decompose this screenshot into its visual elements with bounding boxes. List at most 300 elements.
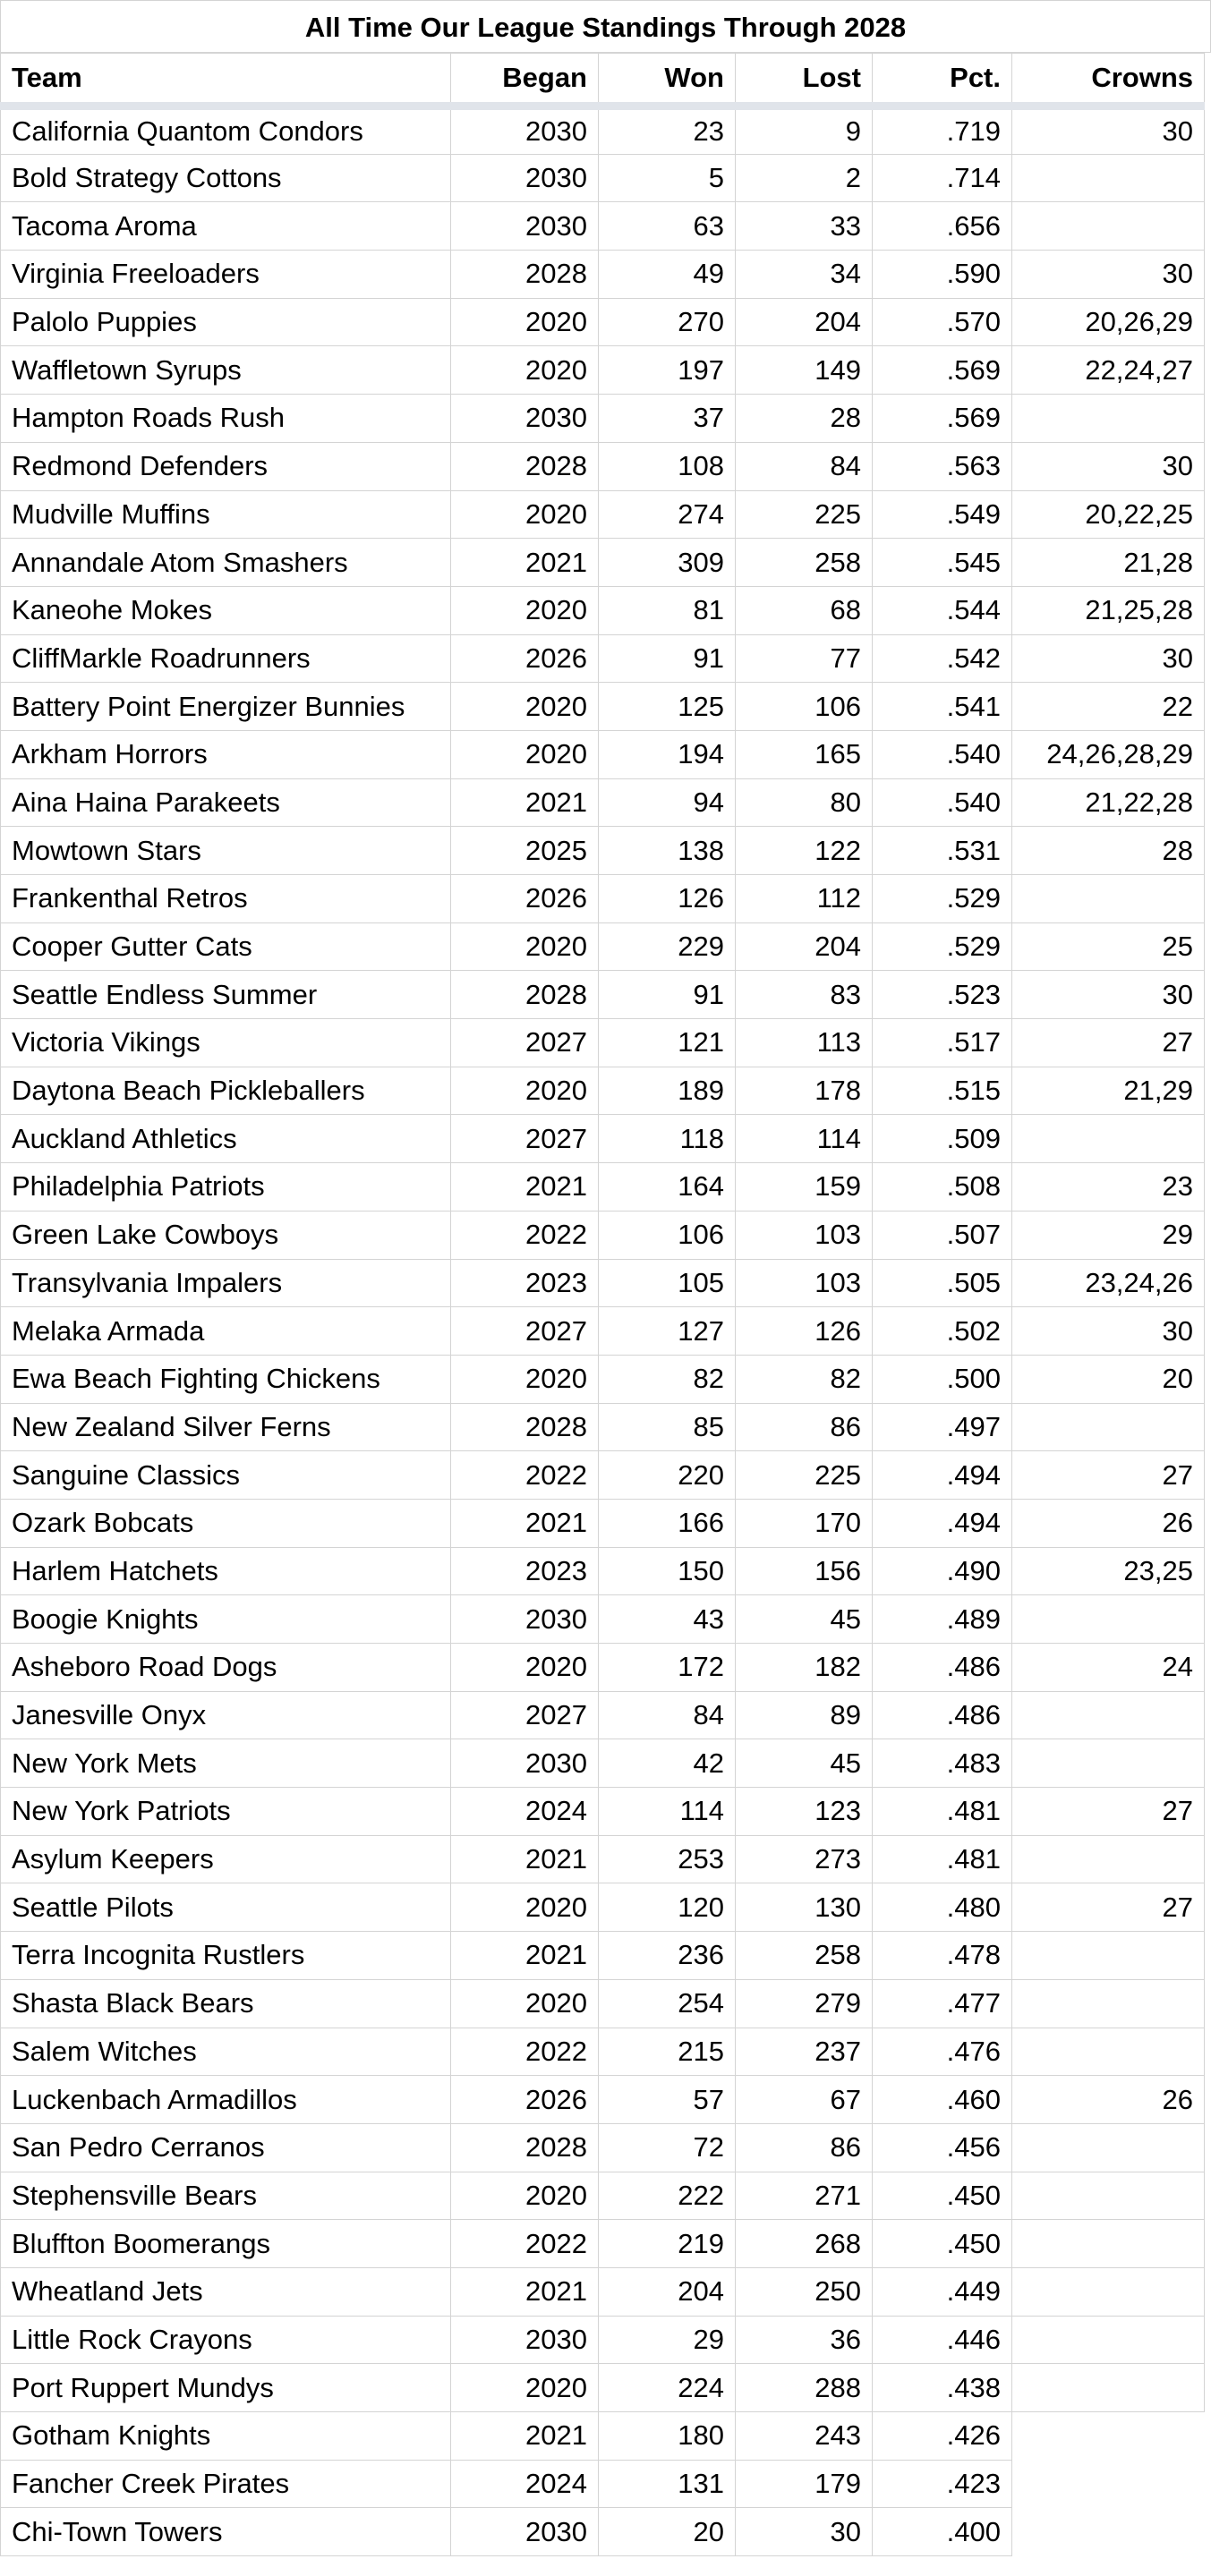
team-cell: Fancher Creek Pirates (1, 2460, 451, 2508)
team-cell: Boogie Knights (1, 1595, 451, 1644)
team-cell: Asylum Keepers (1, 1835, 451, 1883)
won-cell: 172 (599, 1644, 736, 1692)
crowns-cell (1012, 1835, 1205, 1883)
lost-cell: 86 (736, 2123, 873, 2172)
began-cell: 2021 (451, 778, 599, 827)
lost-cell: 89 (736, 1691, 873, 1739)
lost-cell: 165 (736, 730, 873, 778)
lost-cell: 126 (736, 1307, 873, 1356)
began-cell: 2028 (451, 2123, 599, 2172)
table-row (1, 875, 1205, 923)
crowns-cell: 21,25,28 (1012, 586, 1205, 634)
won-cell: 85 (599, 1403, 736, 1451)
team-cell: Redmond Defenders (1, 442, 451, 490)
table-row (1, 2508, 1205, 2556)
table-row (1, 730, 1205, 778)
began-cell: 2021 (451, 539, 599, 587)
lost-cell: 225 (736, 1451, 873, 1500)
crowns-cell: 27 (1012, 1883, 1205, 1932)
pct-cell: .494 (873, 1451, 1012, 1500)
began-cell: 2020 (451, 1644, 599, 1692)
won-cell: 224 (599, 2364, 736, 2412)
began-cell: 2028 (451, 1403, 599, 1451)
team-cell: Kaneohe Mokes (1, 586, 451, 634)
lost-cell: 122 (736, 827, 873, 875)
won-cell: 114 (599, 1788, 736, 1836)
lost-cell: 204 (736, 298, 873, 346)
table-row (1, 1499, 1205, 1547)
lost-cell: 179 (736, 2460, 873, 2508)
team-cell: Arkham Horrors (1, 730, 451, 778)
team-cell: New York Patriots (1, 1788, 451, 1836)
lost-cell: 258 (736, 539, 873, 587)
table-row (1, 634, 1205, 683)
lost-cell: 250 (736, 2267, 873, 2316)
began-cell: 2020 (451, 730, 599, 778)
won-cell: 166 (599, 1499, 736, 1547)
crowns-cell (1012, 2172, 1205, 2220)
pct-cell: .719 (873, 106, 1012, 155)
crowns-cell: 22,24,27 (1012, 346, 1205, 395)
won-cell: 309 (599, 539, 736, 587)
team-cell: Aina Haina Parakeets (1, 778, 451, 827)
crowns-cell: 20,26,29 (1012, 298, 1205, 346)
header-row (1, 54, 1205, 106)
crowns-cell: 29 (1012, 1211, 1205, 1259)
table-row (1, 1788, 1205, 1836)
began-cell: 2023 (451, 1259, 599, 1307)
pct-cell: .450 (873, 2172, 1012, 2220)
team-cell: Port Ruppert Mundys (1, 2364, 451, 2412)
pct-cell: .545 (873, 539, 1012, 587)
pct-cell: .549 (873, 490, 1012, 539)
began-cell: 2020 (451, 586, 599, 634)
began-cell: 2027 (451, 1307, 599, 1356)
crowns-cell (1012, 1979, 1205, 2028)
team-cell: Salem Witches (1, 2028, 451, 2076)
team-cell: Sanguine Classics (1, 1451, 451, 1500)
pct-cell: .507 (873, 1211, 1012, 1259)
won-cell: 127 (599, 1307, 736, 1356)
lost-cell: 170 (736, 1499, 873, 1547)
won-cell: 121 (599, 1019, 736, 1067)
team-cell: CliffMarkle Roadrunners (1, 634, 451, 683)
table-row (1, 106, 1205, 155)
team-cell: Tacoma Aroma (1, 202, 451, 251)
lost-cell: 182 (736, 1644, 873, 1692)
table-row (1, 1307, 1205, 1356)
began-cell: 2020 (451, 1979, 599, 2028)
crowns-cell: 25 (1012, 922, 1205, 971)
lost-cell: 84 (736, 442, 873, 490)
table-row (1, 1211, 1205, 1259)
won-cell: 254 (599, 1979, 736, 2028)
won-cell: 125 (599, 683, 736, 731)
lost-cell: 77 (736, 634, 873, 683)
won-cell: 72 (599, 2123, 736, 2172)
pct-cell: .483 (873, 1739, 1012, 1788)
crowns-cell: 23,24,26 (1012, 1259, 1205, 1307)
began-cell: 2027 (451, 1115, 599, 1163)
began-cell: 2030 (451, 1595, 599, 1644)
began-cell: 2027 (451, 1691, 599, 1739)
crowns-cell (1012, 2123, 1205, 2172)
crowns-cell: 26 (1012, 1499, 1205, 1547)
table-row (1, 1115, 1205, 1163)
crowns-cell: 23,25 (1012, 1547, 1205, 1595)
pct-cell: .490 (873, 1547, 1012, 1595)
crowns-cell (1012, 2316, 1205, 2364)
team-cell: San Pedro Cerranos (1, 2123, 451, 2172)
won-cell: 57 (599, 2076, 736, 2124)
won-cell: 84 (599, 1691, 736, 1739)
began-cell: 2020 (451, 922, 599, 971)
team-cell: Waffletown Syrups (1, 346, 451, 395)
won-cell: 131 (599, 2460, 736, 2508)
lost-cell: 258 (736, 1932, 873, 1980)
table-row (1, 154, 1205, 202)
team-cell: Bluffton Boomerangs (1, 2220, 451, 2268)
began-cell: 2020 (451, 298, 599, 346)
crowns-cell (1012, 202, 1205, 251)
table-row (1, 490, 1205, 539)
lost-cell: 28 (736, 395, 873, 443)
won-cell: 164 (599, 1163, 736, 1211)
standings-table (0, 53, 1205, 2556)
team-cell: Daytona Beach Pickleballers (1, 1067, 451, 1115)
won-cell: 222 (599, 2172, 736, 2220)
won-cell: 82 (599, 1355, 736, 1403)
won-cell: 5 (599, 154, 736, 202)
team-cell: Gotham Knights (1, 2412, 451, 2461)
began-cell: 2026 (451, 2076, 599, 2124)
lost-cell: 156 (736, 1547, 873, 1595)
lost-cell: 112 (736, 875, 873, 923)
won-cell: 194 (599, 730, 736, 778)
began-cell: 2024 (451, 2460, 599, 2508)
lost-cell: 80 (736, 778, 873, 827)
won-cell: 220 (599, 1451, 736, 1500)
table-row (1, 1163, 1205, 1211)
lost-cell: 86 (736, 1403, 873, 1451)
team-cell: Wheatland Jets (1, 2267, 451, 2316)
pct-cell: .590 (873, 251, 1012, 299)
table-row (1, 1644, 1205, 1692)
table-row (1, 539, 1205, 587)
lost-cell: 68 (736, 586, 873, 634)
began-cell: 2022 (451, 1451, 599, 1500)
pct-cell: .541 (873, 683, 1012, 731)
lost-cell: 178 (736, 1067, 873, 1115)
table-row (1, 1547, 1205, 1595)
crowns-cell: 30 (1012, 634, 1205, 683)
team-cell: Janesville Onyx (1, 1691, 451, 1739)
pct-cell: .714 (873, 154, 1012, 202)
won-cell: 106 (599, 1211, 736, 1259)
pct-cell: .480 (873, 1883, 1012, 1932)
table-row (1, 1355, 1205, 1403)
began-cell: 2030 (451, 154, 599, 202)
pct-cell: .570 (873, 298, 1012, 346)
lost-cell: 33 (736, 202, 873, 251)
crowns-cell: 21,29 (1012, 1067, 1205, 1115)
table-row (1, 1019, 1205, 1067)
pct-cell: .486 (873, 1691, 1012, 1739)
began-cell: 2022 (451, 2220, 599, 2268)
won-cell: 236 (599, 1932, 736, 1980)
won-cell: 105 (599, 1259, 736, 1307)
crowns-cell: 27 (1012, 1019, 1205, 1067)
began-cell: 2020 (451, 1883, 599, 1932)
table-row (1, 683, 1205, 731)
team-cell: Green Lake Cowboys (1, 1211, 451, 1259)
won-cell: 204 (599, 2267, 736, 2316)
won-cell: 43 (599, 1595, 736, 1644)
won-cell: 138 (599, 827, 736, 875)
table-row (1, 2364, 1205, 2412)
lost-cell: 82 (736, 1355, 873, 1403)
team-cell: Asheboro Road Dogs (1, 1644, 451, 1692)
lost-cell: 123 (736, 1788, 873, 1836)
pct-cell: .569 (873, 395, 1012, 443)
crowns-cell: 20,22,25 (1012, 490, 1205, 539)
began-cell: 2022 (451, 2028, 599, 2076)
team-cell: Philadelphia Patriots (1, 1163, 451, 1211)
lost-cell: 204 (736, 922, 873, 971)
crowns-cell (1012, 1932, 1205, 1980)
table-row (1, 1067, 1205, 1115)
crowns-cell: 21,28 (1012, 539, 1205, 587)
table-row (1, 1691, 1205, 1739)
won-cell: 253 (599, 1835, 736, 1883)
crowns-cell: 30 (1012, 1307, 1205, 1356)
column-header-won: Won (599, 54, 736, 106)
crowns-cell: 24,26,28,29 (1012, 730, 1205, 778)
crowns-cell: 20 (1012, 1355, 1205, 1403)
lost-cell: 279 (736, 1979, 873, 2028)
column-header-team: Team (1, 54, 451, 106)
pct-cell: .497 (873, 1403, 1012, 1451)
crowns-cell (1012, 154, 1205, 202)
team-cell: Seattle Pilots (1, 1883, 451, 1932)
pct-cell: .502 (873, 1307, 1012, 1356)
lost-cell: 113 (736, 1019, 873, 1067)
pct-cell: .540 (873, 778, 1012, 827)
began-cell: 2021 (451, 1932, 599, 1980)
crowns-cell (1012, 1691, 1205, 1739)
table-row (1, 778, 1205, 827)
table-row (1, 202, 1205, 251)
team-cell: Virginia Freeloaders (1, 251, 451, 299)
table-row (1, 2028, 1205, 2076)
table-row (1, 1259, 1205, 1307)
table-row (1, 2123, 1205, 2172)
lost-cell: 268 (736, 2220, 873, 2268)
pct-cell: .477 (873, 1979, 1012, 2028)
began-cell: 2020 (451, 1355, 599, 1403)
pct-cell: .505 (873, 1259, 1012, 1307)
began-cell: 2022 (451, 1211, 599, 1259)
began-cell: 2021 (451, 2412, 599, 2461)
table-row (1, 298, 1205, 346)
won-cell: 120 (599, 1883, 736, 1932)
crowns-cell: 30 (1012, 106, 1205, 155)
lost-cell: 9 (736, 106, 873, 155)
pct-cell: .450 (873, 2220, 1012, 2268)
crowns-cell (1012, 2267, 1205, 2316)
began-cell: 2021 (451, 1499, 599, 1547)
won-cell: 215 (599, 2028, 736, 2076)
pct-cell: .449 (873, 2267, 1012, 2316)
pct-cell: .523 (873, 971, 1012, 1019)
pct-cell: .478 (873, 1932, 1012, 1980)
crowns-cell: 23 (1012, 1163, 1205, 1211)
team-cell: Frankenthal Retros (1, 875, 451, 923)
began-cell: 2020 (451, 2172, 599, 2220)
won-cell: 108 (599, 442, 736, 490)
pct-cell: .517 (873, 1019, 1012, 1067)
pct-cell: .509 (873, 1115, 1012, 1163)
lost-cell: 273 (736, 1835, 873, 1883)
column-header-pct: Pct. (873, 54, 1012, 106)
table-row (1, 1979, 1205, 2028)
team-cell: Victoria Vikings (1, 1019, 451, 1067)
column-header-lost: Lost (736, 54, 873, 106)
table-row (1, 1739, 1205, 1788)
lost-cell: 83 (736, 971, 873, 1019)
pct-cell: .531 (873, 827, 1012, 875)
began-cell: 2023 (451, 1547, 599, 1595)
pct-cell: .542 (873, 634, 1012, 683)
began-cell: 2028 (451, 442, 599, 490)
began-cell: 2028 (451, 251, 599, 299)
began-cell: 2030 (451, 2508, 599, 2556)
pct-cell: .426 (873, 2412, 1012, 2461)
column-header-crowns: Crowns (1012, 54, 1205, 106)
crowns-cell: 27 (1012, 1451, 1205, 1500)
pct-cell: .569 (873, 346, 1012, 395)
table-row (1, 2220, 1205, 2268)
crowns-cell: 21,22,28 (1012, 778, 1205, 827)
lost-cell: 225 (736, 490, 873, 539)
table-row (1, 346, 1205, 395)
lost-cell: 271 (736, 2172, 873, 2220)
pct-cell: .438 (873, 2364, 1012, 2412)
team-cell: Terra Incognita Rustlers (1, 1932, 451, 1980)
pct-cell: .460 (873, 2076, 1012, 2124)
pct-cell: .515 (873, 1067, 1012, 1115)
pct-cell: .529 (873, 922, 1012, 971)
crowns-cell: 30 (1012, 442, 1205, 490)
won-cell: 150 (599, 1547, 736, 1595)
team-cell: Ewa Beach Fighting Chickens (1, 1355, 451, 1403)
crowns-cell: 26 (1012, 2076, 1205, 2124)
won-cell: 20 (599, 2508, 736, 2556)
table-row (1, 586, 1205, 634)
team-cell: Little Rock Crayons (1, 2316, 451, 2364)
crowns-cell (1012, 2412, 1205, 2461)
team-cell: Ozark Bobcats (1, 1499, 451, 1547)
pct-cell: .423 (873, 2460, 1012, 2508)
team-cell: Melaka Armada (1, 1307, 451, 1356)
began-cell: 2030 (451, 2316, 599, 2364)
won-cell: 118 (599, 1115, 736, 1163)
team-cell: Stephensville Bears (1, 2172, 451, 2220)
won-cell: 81 (599, 586, 736, 634)
crowns-cell (1012, 1595, 1205, 1644)
crowns-cell (1012, 1115, 1205, 1163)
lost-cell: 2 (736, 154, 873, 202)
began-cell: 2030 (451, 106, 599, 155)
crowns-cell (1012, 2028, 1205, 2076)
pct-cell: .446 (873, 2316, 1012, 2364)
began-cell: 2020 (451, 490, 599, 539)
team-cell: Shasta Black Bears (1, 1979, 451, 2028)
lost-cell: 67 (736, 2076, 873, 2124)
began-cell: 2026 (451, 634, 599, 683)
won-cell: 219 (599, 2220, 736, 2268)
won-cell: 229 (599, 922, 736, 971)
began-cell: 2020 (451, 346, 599, 395)
won-cell: 37 (599, 395, 736, 443)
crowns-cell (1012, 395, 1205, 443)
pct-cell: .481 (873, 1788, 1012, 1836)
pct-cell: .476 (873, 2028, 1012, 2076)
began-cell: 2020 (451, 683, 599, 731)
team-cell: Hampton Roads Rush (1, 395, 451, 443)
table-row (1, 971, 1205, 1019)
won-cell: 274 (599, 490, 736, 539)
team-cell: Seattle Endless Summer (1, 971, 451, 1019)
lost-cell: 36 (736, 2316, 873, 2364)
table-row (1, 922, 1205, 971)
table-row (1, 1451, 1205, 1500)
began-cell: 2027 (451, 1019, 599, 1067)
won-cell: 91 (599, 634, 736, 683)
team-cell: Luckenbach Armadillos (1, 2076, 451, 2124)
pct-cell: .508 (873, 1163, 1012, 1211)
team-cell: Auckland Athletics (1, 1115, 451, 1163)
won-cell: 94 (599, 778, 736, 827)
crowns-cell (1012, 1739, 1205, 1788)
column-header-began: Began (451, 54, 599, 106)
won-cell: 49 (599, 251, 736, 299)
team-cell: Palolo Puppies (1, 298, 451, 346)
began-cell: 2020 (451, 1067, 599, 1115)
table-row (1, 442, 1205, 490)
team-cell: Transylvania Impalers (1, 1259, 451, 1307)
crowns-cell (1012, 2508, 1205, 2556)
won-cell: 29 (599, 2316, 736, 2364)
table-row (1, 1932, 1205, 1980)
table-row (1, 1883, 1205, 1932)
crowns-cell (1012, 2364, 1205, 2412)
pct-cell: .481 (873, 1835, 1012, 1883)
began-cell: 2021 (451, 1835, 599, 1883)
began-cell: 2021 (451, 1163, 599, 1211)
won-cell: 197 (599, 346, 736, 395)
table-row (1, 827, 1205, 875)
team-cell: Battery Point Energizer Bunnies (1, 683, 451, 731)
crowns-cell (1012, 1403, 1205, 1451)
crowns-cell: 22 (1012, 683, 1205, 731)
crowns-cell (1012, 875, 1205, 923)
table-row (1, 2460, 1205, 2508)
lost-cell: 45 (736, 1739, 873, 1788)
crowns-cell (1012, 2220, 1205, 2268)
team-cell: Mudville Muffins (1, 490, 451, 539)
began-cell: 2020 (451, 2364, 599, 2412)
